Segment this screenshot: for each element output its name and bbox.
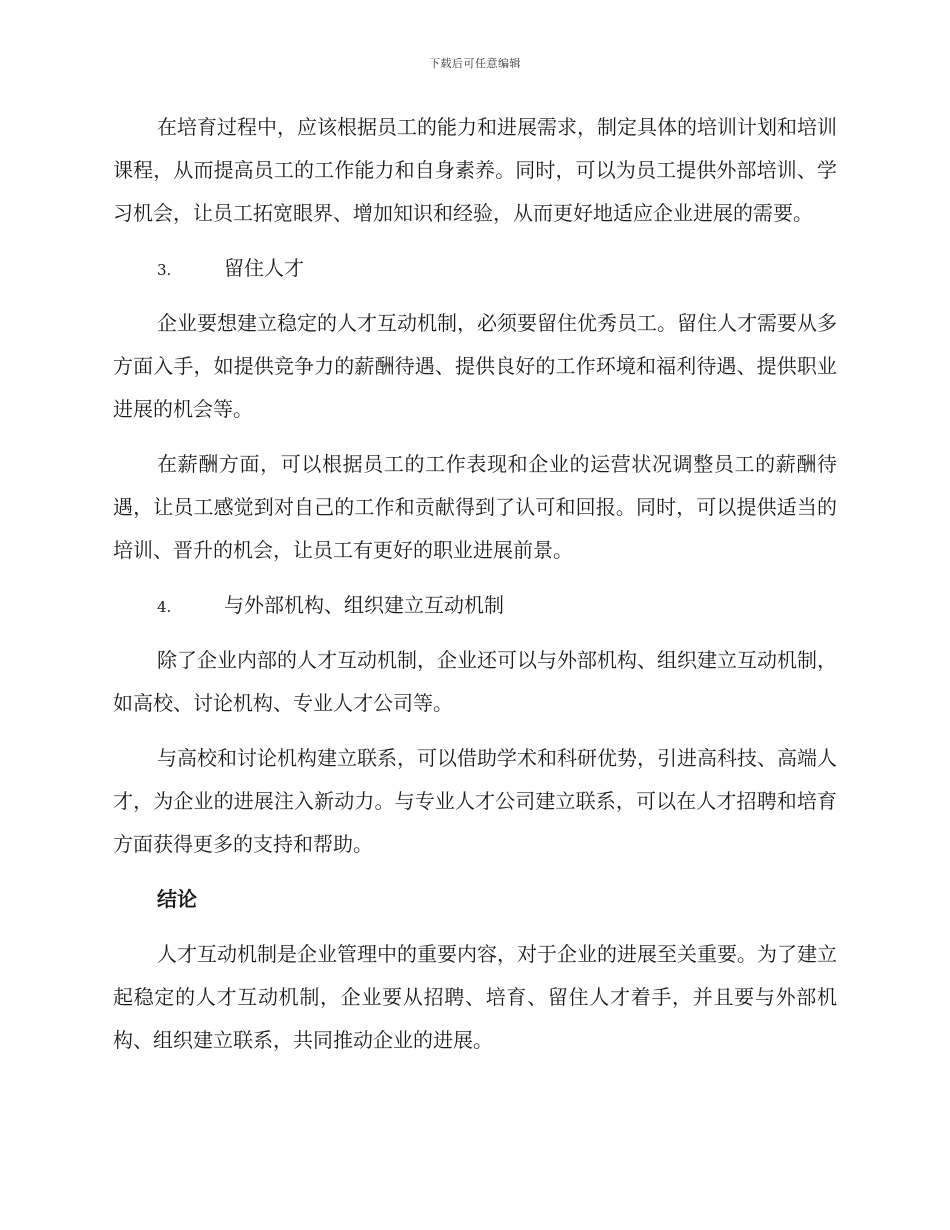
paragraph-retain: 企业要想建立稳定的人才互动机制，必须要留住优秀员工。留住人才需要从多方面入手，如提供竞争力的薪酬待遇、提供良好的工作环境和福利待遇、提供职业进展的机会等。 (113, 311, 837, 421)
paragraph-salary: 在薪酬方面，可以根据员工的工作表现和企业的运营状况调整员工的薪酬待遇，让员工感觉到对自己的工作和贡献得到了认可和回报。同时，可以提供适当的培训、晋升的机会，让员工有更好的职业进展前景。 (113, 452, 837, 562)
paragraph-external: 除了企业内部的人才互动机制，企业还可以与外部机构、组织建立互动机制，如高校、讨论机构、专业人才公司等。 (113, 648, 837, 715)
list-item-retain-talent (113, 247, 837, 290)
list-item-external-org (113, 584, 837, 627)
list-number: 3. (157, 261, 172, 279)
list-title: 留住人才 (224, 256, 304, 280)
paragraph-conclusion: 人才互动机制是企业管理中的重要内容，对于企业的进展至关重要。为了建立起稳定的人才互动机制，企业要从招聘、培育、留住人才着手，并且要与外部机构、组织建立联系，共同推动企业的进展。 (113, 942, 837, 1052)
conclusion-heading: 结论 (157, 887, 197, 911)
list-number: 4. (157, 598, 172, 616)
paragraph-universities: 与高校和讨论机构建立联系，可以借助学术和科研优势，引进高科技、高端人才，为企业的进展注入新动力。与专业人才公司建立联系，可以在人才招聘和培育方面获得更多的支持和帮助。 (113, 746, 837, 856)
paragraph-training: 在培育过程中，应该根据员工的能力和进展需求，制定具体的培训计划和培训课程，从而提高员工的工作能力和自身素养。同时，可以为员工提供外部培训、学习机会，让员工拓宽眼界、增加知识和经验，从而更好地适应企业进展的需要。 (113, 115, 837, 225)
list-title: 与外部机构、组织建立互动机制 (224, 593, 504, 617)
header-note: 下载后可任意编辑 (429, 57, 521, 70)
document-body (113, 106, 837, 1074)
